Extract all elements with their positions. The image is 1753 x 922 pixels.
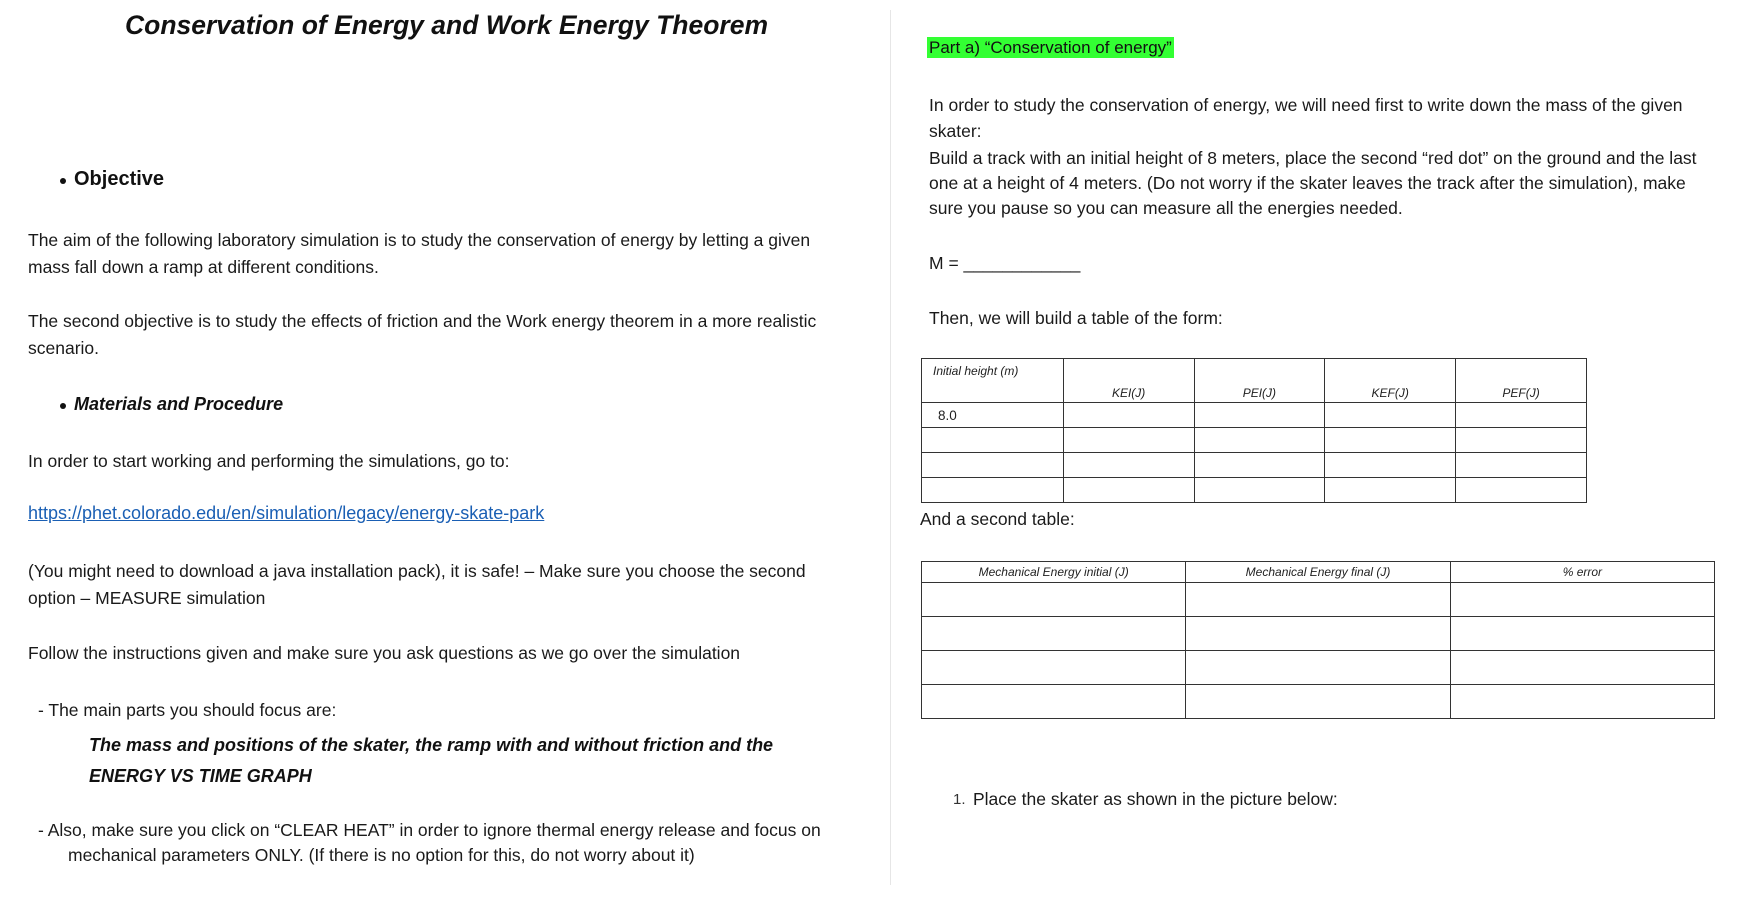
table-cell[interactable] xyxy=(1063,403,1194,428)
table-cell[interactable] xyxy=(1450,617,1714,651)
table-cell[interactable] xyxy=(1063,478,1194,503)
header-ke-initial: KEI(J) xyxy=(1063,359,1194,403)
build-line-2: one at a height of 4 meters. (Do not worry if the skater leaves the track after the simulation), make xyxy=(929,173,1686,193)
header-me-initial: Mechanical Energy initial (J) xyxy=(922,562,1186,583)
table-cell[interactable] xyxy=(922,478,1064,503)
objective-heading: Objective xyxy=(74,168,165,190)
objective-paragraph-2-line-1: The second objective is to study the effects of friction and the Work energy theorem in a more realistic xyxy=(28,311,817,331)
table-row xyxy=(922,685,1715,719)
objective-paragraph-1-line-1: The aim of the following laboratory simulation is to study the conservation of energy by letting a given xyxy=(28,230,811,250)
follow-instructions: Follow the instructions given and make sure you ask questions as we go over the simulation xyxy=(28,643,741,663)
clear-heat-line-1: - Also, make sure you click on “CLEAR HEAT” in order to ignore thermal energy release and focus on xyxy=(38,820,821,840)
header-initial-height: Initial height (m) xyxy=(922,359,1064,403)
table-cell[interactable] xyxy=(1194,478,1325,503)
objective-paragraph-2-line-2: scenario. xyxy=(28,338,100,358)
table-cell[interactable] xyxy=(1194,453,1325,478)
table-row xyxy=(922,478,1587,503)
table-cell[interactable] xyxy=(922,617,1186,651)
mechanical-table-header-row xyxy=(922,562,1715,583)
table-cell[interactable] xyxy=(1456,403,1587,428)
table-cell[interactable] xyxy=(1450,651,1714,685)
objective-bullet xyxy=(60,178,66,184)
table-row xyxy=(922,403,1587,428)
table-intro: Then, we will build a table of the form: xyxy=(929,308,1223,328)
table-cell[interactable] xyxy=(1325,428,1456,453)
right-page xyxy=(891,0,1753,922)
table-cell[interactable] xyxy=(1194,403,1325,428)
table-cell[interactable] xyxy=(1456,478,1587,503)
build-line-3: sure you pause so you can measure all the energies needed. xyxy=(929,198,1403,218)
energy-table-header-row xyxy=(922,359,1587,403)
header-pe-initial: PEI(J) xyxy=(1194,359,1325,403)
header-me-final: Mechanical Energy final (J) xyxy=(1186,562,1450,583)
focus-line-1: The mass and positions of the skater, the ramp with and without friction and the xyxy=(89,735,774,755)
table-cell[interactable] xyxy=(1450,583,1714,617)
table-cell[interactable] xyxy=(1186,617,1450,651)
table-cell[interactable] xyxy=(1194,428,1325,453)
java-note-line-1: (You might need to download a java installation pack), it is safe! – Make sure you choose the second xyxy=(28,561,806,581)
step-1-text: Place the skater as shown in the picture below: xyxy=(973,789,1338,809)
energy-table xyxy=(921,358,1587,503)
table-row xyxy=(922,453,1587,478)
table-cell[interactable] xyxy=(922,685,1186,719)
table-cell[interactable] xyxy=(1450,685,1714,719)
java-note-line-2: option – MEASURE simulation xyxy=(28,588,266,608)
procedure-intro: In order to start working and performing the simulations, go to: xyxy=(28,451,510,471)
table-cell[interactable] xyxy=(1325,453,1456,478)
mechanical-energy-table xyxy=(921,561,1715,719)
objective-paragraph-1-line-2: mass fall down a ramp at different conditions. xyxy=(28,257,379,277)
table-cell[interactable] xyxy=(1456,453,1587,478)
materials-heading: Materials and Procedure xyxy=(74,394,284,414)
table-cell[interactable] xyxy=(1186,651,1450,685)
table-row xyxy=(922,583,1715,617)
page-title: Conservation of Energy and Work Energy Theorem xyxy=(125,10,769,40)
simulation-link[interactable]: https://phet.colorado.edu/en/simulation/legacy/energy-skate-park xyxy=(28,503,545,523)
table-row xyxy=(922,651,1715,685)
header-ke-final: KEF(J) xyxy=(1325,359,1456,403)
part-a-label: Part a) “Conservation of energy” xyxy=(929,38,1172,57)
table-cell[interactable] xyxy=(922,583,1186,617)
table-cell[interactable] xyxy=(1063,428,1194,453)
step-1-number: 1. xyxy=(953,791,966,808)
second-table-label: And a second table: xyxy=(920,509,1075,529)
materials-bullet xyxy=(60,403,66,409)
header-pe-final: PEF(J) xyxy=(1456,359,1587,403)
header-percent-error: % error xyxy=(1450,562,1714,583)
table-cell[interactable] xyxy=(1063,453,1194,478)
table-cell[interactable] xyxy=(1325,403,1456,428)
table-cell[interactable] xyxy=(922,651,1186,685)
intro-line-1: In order to study the conservation of energy, we will need first to write down the mass of the given xyxy=(929,95,1683,115)
part-a-label-wrapper xyxy=(927,38,1174,58)
build-line-1: Build a track with an initial height of 8 meters, place the second “red dot” on the ground and the last xyxy=(929,148,1697,168)
table-cell[interactable] xyxy=(922,428,1064,453)
intro-line-2: skater: xyxy=(929,121,982,141)
initial-height-cell[interactable]: 8.0 xyxy=(922,403,1064,428)
focus-line-2: ENERGY VS TIME GRAPH xyxy=(89,766,312,786)
table-cell[interactable] xyxy=(922,453,1064,478)
table-cell[interactable] xyxy=(1325,478,1456,503)
table-cell[interactable] xyxy=(1456,428,1587,453)
mass-label: M = ____________ xyxy=(929,253,1081,273)
table-cell[interactable] xyxy=(1186,583,1450,617)
focus-intro: - The main parts you should focus are: xyxy=(38,700,337,720)
table-cell[interactable] xyxy=(1186,685,1450,719)
clear-heat-line-2: mechanical parameters ONLY. (If there is no option for this, do not worry about it) xyxy=(68,845,695,865)
table-row xyxy=(922,428,1587,453)
table-row xyxy=(922,617,1715,651)
